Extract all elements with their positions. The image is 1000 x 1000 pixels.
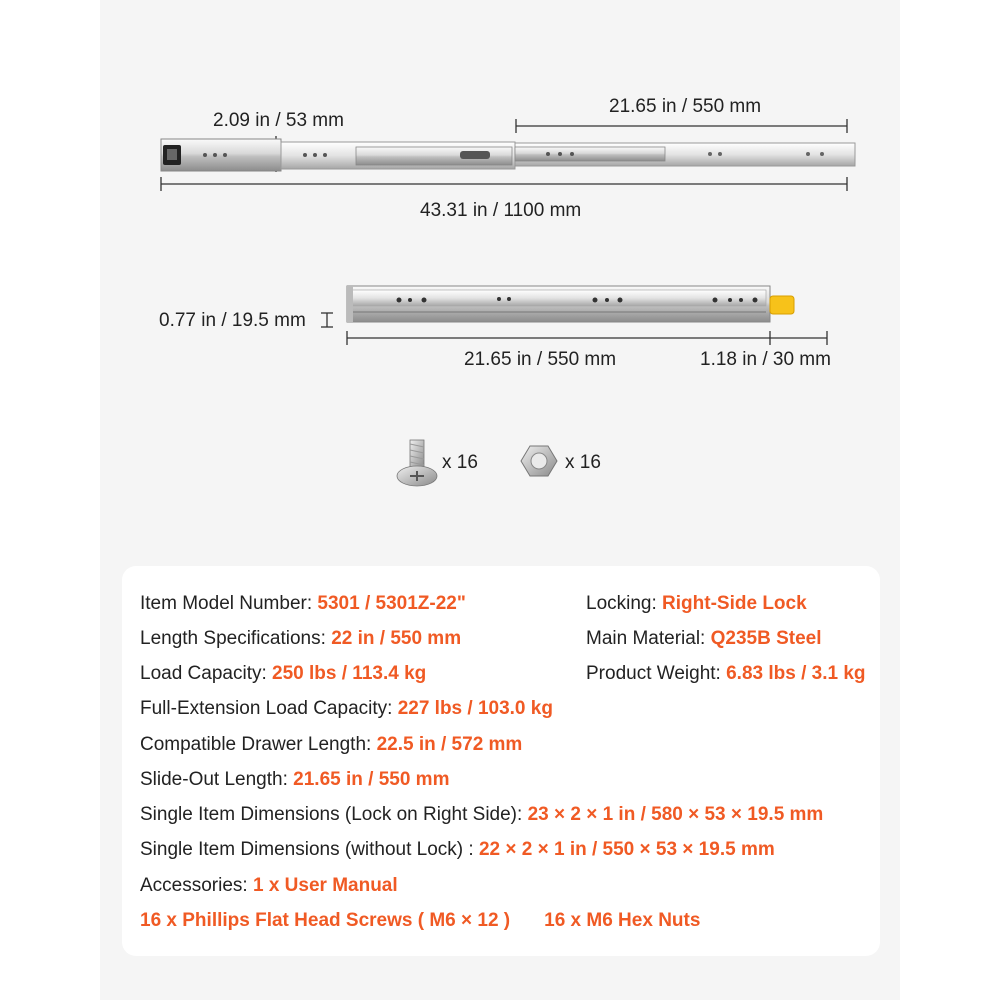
- spec-label: Slide-Out Length:: [140, 769, 294, 790]
- spec-value: 22 in / 550 mm: [331, 628, 462, 649]
- spec-value: 5301 / 5301Z-22": [317, 593, 466, 614]
- spec-value: 22.5 in / 572 mm: [376, 734, 523, 755]
- spec-label: Length Specifications:: [140, 628, 332, 649]
- spec-row: [586, 663, 866, 685]
- spec-row: [140, 839, 775, 861]
- lock-tab: [770, 296, 794, 314]
- closed-length-dimension-line: [347, 331, 827, 345]
- lock-length-label: 1.18 in / 30 mm: [700, 349, 831, 370]
- screw-quantity: x 16: [442, 452, 478, 473]
- spec-value: 23 × 2 × 1 in / 580 × 53 × 19.5 mm: [527, 804, 824, 825]
- spec-label: Product Weight:: [586, 663, 727, 684]
- extension-dimension-line: [516, 119, 847, 133]
- spec-value: 22 × 2 × 1 in / 550 × 53 × 19.5 mm: [478, 839, 775, 860]
- extension-label: 21.65 in / 550 mm: [609, 96, 762, 117]
- spec-value: Right-Side Lock: [662, 593, 807, 614]
- spec-value: 227 lbs / 103.0 kg: [397, 698, 553, 719]
- spec-label: Accessories:: [140, 875, 253, 896]
- spec-label: Full-Extension Load Capacity:: [140, 698, 398, 719]
- spec-row: [140, 628, 461, 650]
- height-dimension-line: [321, 313, 333, 327]
- spec-value: 1 x User Manual: [252, 875, 398, 896]
- closed-slide: [347, 286, 794, 322]
- extended-slide: [161, 139, 855, 171]
- accessories-row: [140, 910, 700, 932]
- spec-row: [140, 769, 449, 791]
- height-label: 0.77 in / 19.5 mm: [159, 310, 306, 331]
- spec-row: [140, 734, 522, 756]
- hex-nut-icon: [521, 446, 557, 476]
- accessory-nuts: 16 x M6 Hex Nuts: [544, 910, 701, 931]
- spec-value: 250 lbs / 113.4 kg: [272, 663, 427, 684]
- spec-label: Item Model Number:: [140, 593, 318, 614]
- total-length-label: 43.31 in / 1100 mm: [420, 200, 582, 221]
- spec-row: [140, 804, 823, 826]
- spec-value: 21.65 in / 550 mm: [293, 769, 450, 790]
- spec-row: [586, 628, 822, 650]
- spec-row: [586, 593, 807, 615]
- spec-label: Compatible Drawer Length:: [140, 734, 377, 755]
- accessory-screws: 16 x Phillips Flat Head Screws ( M6 × 12 ): [140, 910, 511, 931]
- spec-label: Single Item Dimensions (Lock on Right Side):: [140, 804, 528, 825]
- spec-row: [140, 593, 466, 615]
- closed-length-label: 21.65 in / 550 mm: [464, 349, 617, 370]
- spec-value: 6.83 lbs / 3.1 kg: [726, 663, 866, 684]
- lock-width-label: 2.09 in / 53 mm: [213, 110, 344, 131]
- spec-label: Single Item Dimensions (without Lock) :: [140, 839, 479, 860]
- spec-label: Main Material:: [586, 628, 711, 649]
- spec-row: [140, 663, 426, 685]
- specs-card: [122, 566, 880, 956]
- spec-label: Load Capacity:: [140, 663, 273, 684]
- spec-value: Q235B Steel: [710, 628, 822, 649]
- total-length-dimension-line: [161, 177, 847, 191]
- screw-icon: [397, 440, 437, 486]
- spec-label: Locking:: [586, 593, 663, 614]
- nut-quantity: x 16: [565, 452, 601, 473]
- spec-row: [140, 698, 553, 720]
- spec-row: [140, 875, 398, 897]
